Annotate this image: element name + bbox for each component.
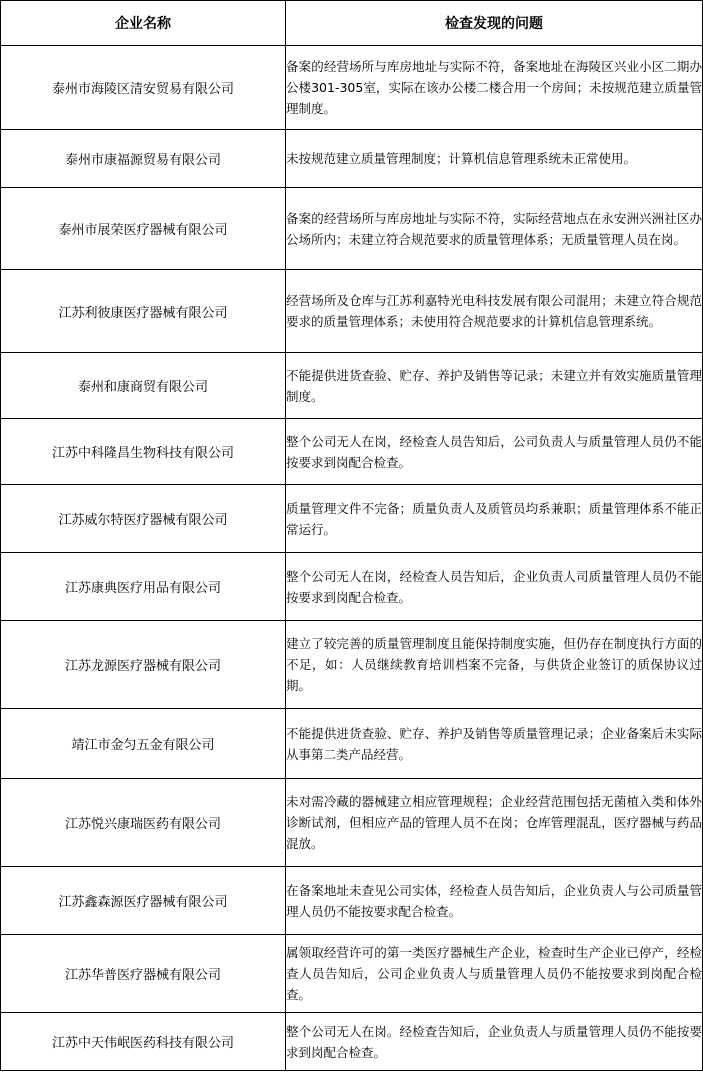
issue-cell: 不能提供进货查验、贮存、养护及销售等质量管理记录；企业备案后未实际从事第二类产品经营。 [286,709,703,779]
company-name-cell: 江苏利彼康医疗器械有限公司 [1,270,286,353]
company-name-cell: 靖江市金匀五金有限公司 [1,709,286,779]
issue-cell: 备案的经营场所与库房地址与实际不符，备案地址在海陵区兴业小区二期办公楼301-305室，实际在该办公楼二楼合用一个房间；未按规范建立质量管理制度。 [286,46,703,130]
issue-cell: 整个公司无人在岗，经检查人员告知后，企业负责人司质量管理人员仍不能按要求到岗配合检查。 [286,553,703,621]
table-row [1,867,703,935]
company-name-cell: 江苏中科隆昌生物科技有限公司 [1,419,286,485]
company-name-cell: 江苏康典医疗用品有限公司 [1,553,286,621]
issue-cell: 备案的经营场所与库房地址与实际不符，实际经营地点在永安洲兴洲社区办公场所内；未建立符合规范要求的质量管理体系；无质量管理人员在岗。 [286,188,703,270]
table-row [1,419,703,485]
table-row [1,46,703,130]
issue-cell: 整个公司无人在岗，经检查人员告知后，公司负责人与质量管理人员仍不能按要求到岗配合检查。 [286,419,703,485]
company-name-cell: 泰州市海陵区清安贸易有限公司 [1,46,286,130]
issue-cell: 质量管理文件不完备；质量负责人及质管员均系兼职；质量管理体系不能正常运行。 [286,485,703,553]
table-row [1,935,703,1013]
table-row [1,188,703,270]
company-name-cell: 江苏鑫森源医疗器械有限公司 [1,867,286,935]
table-row [1,709,703,779]
table-row [1,621,703,709]
issue-cell: 不能提供进货查验、贮存、养护及销售等记录；未建立并有效实施质量管理制度。 [286,353,703,419]
company-name-cell: 泰州市康福源贸易有限公司 [1,130,286,188]
header-row [1,1,703,46]
table-row [1,353,703,419]
company-name-cell: 江苏华普医疗器械有限公司 [1,935,286,1013]
table-row [1,130,703,188]
company-name-cell: 江苏龙源医疗器械有限公司 [1,621,286,709]
table-row [1,485,703,553]
company-name-cell: 泰州和康商贸有限公司 [1,353,286,419]
company-name-cell: 江苏悦兴康瑞医药有限公司 [1,779,286,867]
issue-cell: 属领取经营许可的第一类医疗器械生产企业，检查时生产企业已停产，经检查人员告知后，公司企业负责人与质量管理人员仍不能按要求到岗配合检查。 [286,935,703,1013]
issue-cell: 整个公司无人在岗。经检查告知后，企业负责人与质量管理人员仍不能按要求到岗配合检查。 [286,1013,703,1071]
issue-cell: 未按规范建立质量管理制度；计算机信息管理系统未正常使用。 [286,130,703,188]
issue-header: 检查发现的问题 [286,1,703,46]
issue-cell: 未对需冷藏的器械建立相应管理规程；企业经营范围包括无菌植入类和体外诊断试剂，但相应产品的管理人员不在岗；仓库管理混乱，医疗器械与药品混放。 [286,779,703,867]
table-row [1,553,703,621]
issue-cell: 经营场所及仓库与江苏利嘉特光电科技发展有限公司混用；未建立符合规范要求的质量管理体系；未使用符合规范要求的计算机信息管理系统。 [286,270,703,353]
table-row [1,270,703,353]
company-name-cell: 江苏威尔特医疗器械有限公司 [1,485,286,553]
table-row [1,779,703,867]
company-name-cell: 泰州市展荣医疗器械有限公司 [1,188,286,270]
company-name-cell: 江苏中天伟岷医药科技有限公司 [1,1013,286,1071]
table-row [1,1013,703,1071]
issue-cell: 建立了较完善的质量管理制度且能保持制度实施，但仍存在制度执行方面的不足，如：人员继续教育培训档案不完备，与供货企业签订的质保协议过期。 [286,621,703,709]
issue-cell: 在备案地址未查见公司实体，经检查人员告知后，企业负责人与公司质量管理人员仍不能按要求配合检查。 [286,867,703,935]
company-name-header: 企业名称 [1,1,286,46]
